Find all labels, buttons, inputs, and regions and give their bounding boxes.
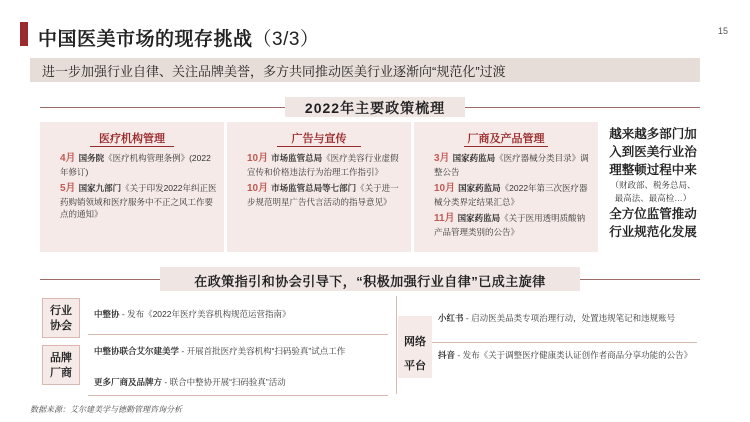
policy-entry <box>247 182 405 208</box>
policy-date: 11月 <box>434 213 455 224</box>
policy-org: 市场监管总局 <box>271 153 323 163</box>
policy-org: 国务院 <box>78 153 105 163</box>
policy-org: 国家药监局 <box>457 213 501 223</box>
tag-brand-vendor <box>42 345 80 385</box>
row-org: 小红书 <box>438 313 464 323</box>
row-org: 抖音 <box>438 350 456 360</box>
side-summary-line: 越来越多部门加 <box>609 127 697 141</box>
policy-entry <box>60 182 218 221</box>
row-text: - 发布《2022年医疗美容机构规范运营指南》 <box>119 309 291 319</box>
policy-date: 4月 <box>60 153 76 164</box>
policy-entry <box>60 152 218 178</box>
policy-card-products <box>414 122 598 252</box>
title-accent-bar <box>20 22 28 46</box>
policy-section-title: 2022年主要政策梳理 <box>304 100 446 116</box>
policy-org: 市场监管总局等七部门 <box>271 183 357 193</box>
tag-industry-association <box>42 298 80 338</box>
row-divider <box>88 395 388 396</box>
data-source-note: 数据来源：艾尔建美学与德勤管理咨询分析 <box>30 405 182 414</box>
policy-entry <box>434 152 592 178</box>
row-text: - 开展首批医疗美容机构“扫码验真”试点工作 <box>179 346 346 356</box>
policy-text: 《关于印发2022年纠正医药购销领域和医疗服务中不正之风工作要点的通知》 <box>60 183 217 219</box>
policy-date: 10月 <box>247 183 269 194</box>
policy-entry <box>247 152 405 178</box>
policy-text: 《医疗机构管理条例》(2022年修订) <box>60 153 211 177</box>
row-org: 更多厂商及品牌方 <box>94 377 163 387</box>
tag-label: 行业 <box>50 305 72 317</box>
tag-label: 厂商 <box>50 367 72 379</box>
page-title: 中国医美市场的现存挑战（3/3） <box>38 29 320 50</box>
policy-card-advertising <box>227 122 411 252</box>
page-number: 15 <box>718 26 729 36</box>
page-subtitle: （3/3） <box>252 29 320 50</box>
row-org: 中整协 <box>94 309 120 319</box>
policy-entry <box>434 212 592 238</box>
row-divider <box>88 334 388 335</box>
tag-label: 网络 <box>404 336 426 348</box>
policy-date: 5月 <box>60 183 76 194</box>
self-regulation-row <box>438 349 700 361</box>
side-summary <box>603 125 703 241</box>
row-text: - 联合中整协开展“扫码验真”活动 <box>162 377 286 387</box>
row-text: - 启动医美品类专项治理行动，处置违规笔记和违规账号 <box>463 313 676 323</box>
side-summary-line: 入到医美行业治 <box>609 145 697 159</box>
tag-network-platform <box>398 316 432 378</box>
policy-entry <box>434 182 592 208</box>
policy-text: 《2022年第三次医疗器械分类界定结果汇总》 <box>434 183 588 207</box>
policy-text: 《关于医用透明质酸钠产品管理类别的公告》 <box>434 213 586 237</box>
tag-label: 平台 <box>404 360 426 372</box>
card-heading-underline <box>464 146 548 147</box>
policy-org: 国家药监局 <box>452 153 496 163</box>
card-heading: 广告与宣传 <box>291 133 347 145</box>
self-regulation-row <box>94 308 394 320</box>
key-message-text: 进一步加强行业自律、关注品牌美誉，多方共同推动医美行业逐渐向“规范化”过渡 <box>42 64 506 79</box>
policy-card-medical-institutions <box>40 122 224 252</box>
self-regulation-row <box>438 312 700 324</box>
policy-text: 《关于进一步规范明星广告代言活动的指导意见》 <box>247 183 399 207</box>
side-summary-line: 行业规范化发展 <box>609 225 697 239</box>
policy-date: 10月 <box>434 183 456 194</box>
card-heading-underline <box>277 146 361 147</box>
policy-section-header <box>40 95 700 119</box>
column-divider <box>396 296 397 394</box>
side-summary-detail: （财政部、税务总局、 <box>610 180 696 190</box>
side-summary-line: 全方位监管推动 <box>609 207 697 221</box>
row-divider <box>432 342 697 343</box>
card-heading: 厂商及产品管理 <box>467 133 545 145</box>
policy-text: 《医疗美容行业虚假宣传和价格违法行为治理工作指引》 <box>247 153 399 177</box>
row-text: - 发布《关于调整医疗健康类认证创作者商品分享功能的公告》 <box>455 350 693 360</box>
policy-date: 10月 <box>247 153 269 164</box>
policy-date: 3月 <box>434 153 450 164</box>
policy-org: 国家药监局 <box>458 183 501 193</box>
side-summary-detail: 最高法、最高检…） <box>614 193 692 203</box>
policy-org: 国家九部门 <box>78 183 122 193</box>
self-regulation-section-title: 在政策指引和协会引导下，“积极加强行业自律”已成主旋律 <box>194 274 546 289</box>
card-heading: 医疗机构管理 <box>99 133 165 145</box>
side-summary-line: 理整顿过程中来 <box>609 163 697 177</box>
self-regulation-row <box>94 376 394 388</box>
row-org: 中整协联合艾尔建美学 <box>94 346 180 356</box>
policy-text: 《医疗器械分类目录》调整公告 <box>434 153 589 177</box>
self-regulation-row <box>94 345 384 357</box>
self-regulation-section-header <box>40 266 700 292</box>
card-heading-underline <box>90 146 174 147</box>
tag-label: 协会 <box>50 320 72 332</box>
tag-label: 品牌 <box>50 352 72 364</box>
